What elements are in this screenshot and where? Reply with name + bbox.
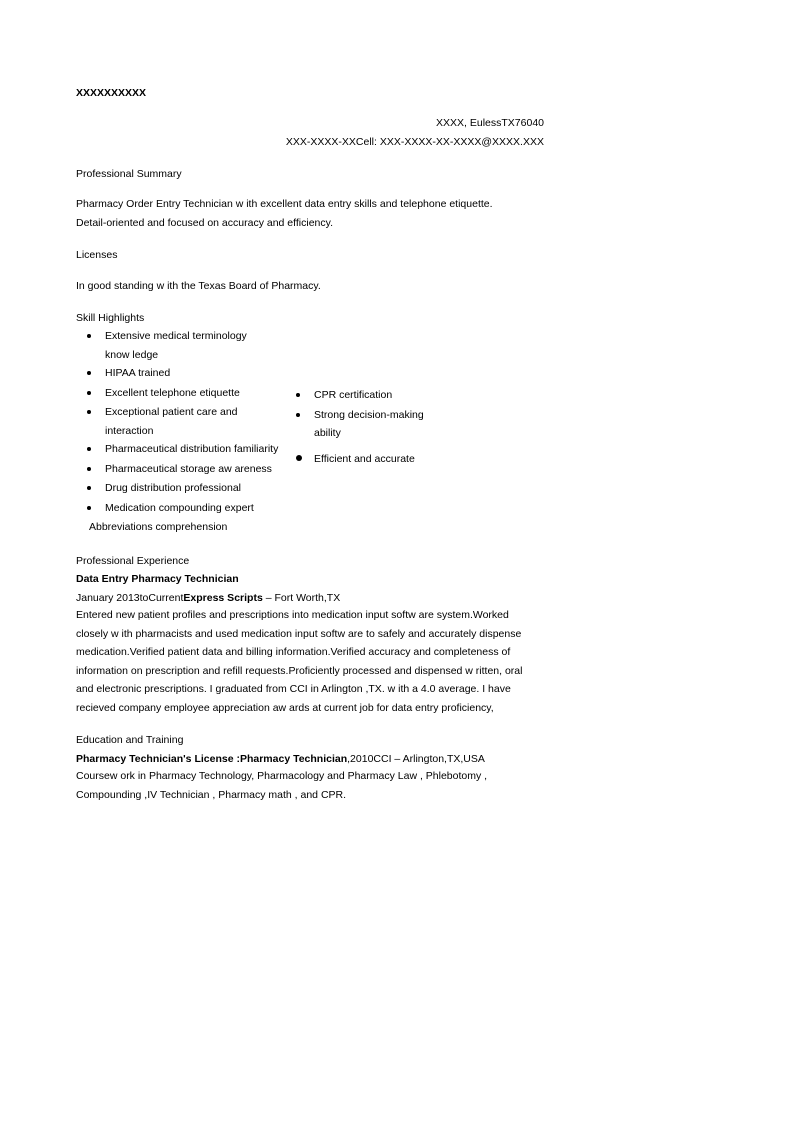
bullet-icon xyxy=(87,467,91,471)
job-company: Express Scripts xyxy=(183,592,263,604)
bullet-icon xyxy=(296,393,300,397)
bullet-icon xyxy=(87,410,91,414)
job-title: Data Entry Pharmacy Technician xyxy=(76,573,239,585)
education-location: Arlington,TX,USA xyxy=(402,753,485,765)
summary-heading: Professional Summary xyxy=(76,168,182,180)
summary-line: Pharmacy Order Entry Technician w ith excellent data entry skills and telephone etiquette. xyxy=(76,198,493,210)
candidate-name: XXXXXXXXXX xyxy=(76,87,147,99)
skill-item-continued: ability xyxy=(314,427,341,439)
skills-heading: Skill Highlights xyxy=(76,312,145,324)
education-coursework xyxy=(76,767,536,804)
job-description xyxy=(76,606,536,717)
job-meta xyxy=(76,592,340,605)
coursework-line: Compounding ,IV Technician , Pharmacy math , and CPR. xyxy=(76,788,347,801)
skill-item-extra: Abbreviations comprehension xyxy=(89,521,228,533)
skill-item: Extensive medical terminology xyxy=(105,330,247,342)
job-dash: – xyxy=(265,592,272,604)
bullet-icon xyxy=(87,334,91,338)
skill-item: Efficient and accurate xyxy=(314,453,415,465)
education-degree: Pharmacy Technician's License :Pharmacy Technician xyxy=(76,753,348,765)
skill-item: Strong decision-making xyxy=(314,409,424,421)
job-description-line: information on prescription and refill requests.Proficiently processed and dispensed w ritten, oral xyxy=(76,664,523,677)
bullet-icon xyxy=(87,391,91,395)
coursework-line: Coursew ork in Pharmacy Technology, Pharmacology and Pharmacy Law , Phlebotomy , xyxy=(76,770,488,782)
job-dates: January 2013toCurrent xyxy=(76,592,184,604)
job-description-line: Entered new patient profiles and prescriptions into medication input softw are system.Worked xyxy=(76,609,509,621)
skill-item-continued: know ledge xyxy=(105,349,159,361)
education-heading: Education and Training xyxy=(76,734,184,746)
skill-item-continued: interaction xyxy=(105,425,154,437)
skill-item: Medication compounding expert xyxy=(105,502,254,514)
experience-heading: Professional Experience xyxy=(76,555,190,567)
job-description-line: medication.Verified patient data and billing information.Verified accuracy and completeness of xyxy=(76,646,511,658)
education-degree-line xyxy=(76,753,485,766)
bullet-icon xyxy=(87,486,91,490)
skill-item: HIPAA trained xyxy=(105,367,171,379)
bullet-icon xyxy=(87,371,91,375)
education-dash: – xyxy=(394,753,401,765)
skill-item: Pharmaceutical distribution familiarity xyxy=(105,443,279,455)
summary-text xyxy=(76,195,536,232)
job-location: Fort Worth,TX xyxy=(274,592,341,604)
contact-phone-email: XXX-XXXX-XXCell: XXX-XXXX-XX-XXXX@XXXX.XXX xyxy=(285,136,544,148)
bullet-icon xyxy=(296,413,300,417)
skill-item: Pharmaceutical storage aw areness xyxy=(105,463,272,475)
licenses-heading: Licenses xyxy=(76,249,118,261)
skill-item: Drug distribution professional xyxy=(105,482,241,494)
skill-item: CPR certification xyxy=(314,389,393,401)
contact-address: XXXX, EulessTX76040 xyxy=(436,117,544,129)
skill-item: Exceptional patient care and xyxy=(105,406,238,418)
licenses-text: In good standing w ith the Texas Board of Pharmacy. xyxy=(76,280,321,292)
job-description-line: recieved company employee appreciation aw ards at current job for data entry proficiency, xyxy=(76,701,494,714)
summary-line: Detail-oriented and focused on accuracy and efficiency. xyxy=(76,216,334,229)
job-description-line: and electronic prescriptions. I graduated from CCI in Arlington ,TX. w ith a 4.0 average. I have xyxy=(76,683,511,695)
education-year-school: ,2010CCI xyxy=(347,753,392,765)
skill-item: Excellent telephone etiquette xyxy=(105,387,240,399)
bullet-icon xyxy=(87,447,91,451)
job-description-line: closely w ith pharmacists and used medication input softw are to safely and accurately dispense xyxy=(76,627,522,640)
bullet-icon xyxy=(296,455,302,461)
bullet-icon xyxy=(87,506,91,510)
